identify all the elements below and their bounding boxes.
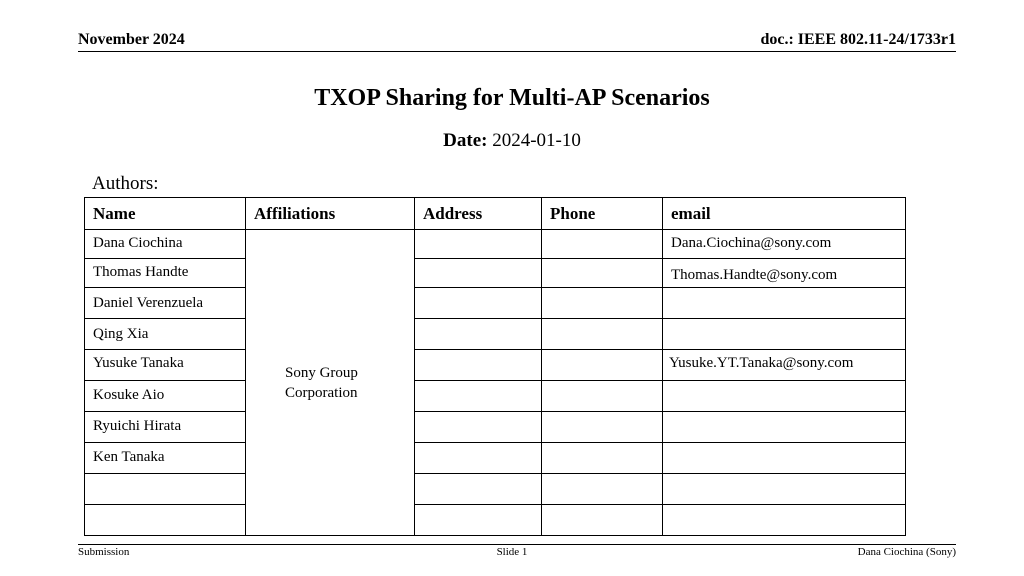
author-address xyxy=(415,259,542,288)
table-row xyxy=(85,474,906,505)
author-email xyxy=(663,505,906,536)
footer-submission: Submission xyxy=(78,546,130,558)
author-phone xyxy=(542,505,663,536)
author-phone xyxy=(542,350,663,381)
header-divider xyxy=(78,51,956,52)
author-email xyxy=(663,474,906,505)
author-address xyxy=(415,288,542,319)
author-address xyxy=(415,443,542,474)
column-header-name: Name xyxy=(85,198,246,230)
author-address xyxy=(415,230,542,259)
author-address xyxy=(415,412,542,443)
author-name: Daniel Verenzuela xyxy=(85,288,246,319)
author-phone xyxy=(542,474,663,505)
document-date xyxy=(0,130,1024,152)
author-name xyxy=(85,474,246,505)
table-row xyxy=(85,505,906,536)
author-name: Kosuke Aio xyxy=(85,381,246,412)
author-email: Dana.Ciochina@sony.com xyxy=(663,230,906,259)
author-address xyxy=(415,505,542,536)
author-phone xyxy=(542,412,663,443)
column-header-email: email xyxy=(663,198,906,230)
author-name xyxy=(85,505,246,536)
column-header-affiliations: Affiliations xyxy=(246,198,415,230)
authors-table xyxy=(84,197,906,536)
author-name: Ryuichi Hirata xyxy=(85,412,246,443)
footer-author: Dana Ciochina (Sony) xyxy=(857,546,956,558)
header-doc-number: doc.: IEEE 802.11-24/1733r1 xyxy=(760,31,956,48)
table-row xyxy=(85,288,906,319)
author-phone xyxy=(542,443,663,474)
author-affiliation xyxy=(246,230,415,536)
author-name: Dana Ciochina xyxy=(85,230,246,259)
affiliation-text: Sony Group Corporation xyxy=(285,364,358,401)
table-row xyxy=(85,381,906,412)
header-date: November 2024 xyxy=(78,31,185,48)
author-email xyxy=(663,288,906,319)
author-address xyxy=(415,381,542,412)
author-phone xyxy=(542,288,663,319)
author-address xyxy=(415,474,542,505)
author-email: Yusuke.YT.Tanaka@sony.com xyxy=(663,350,906,381)
table-row xyxy=(85,259,906,288)
author-phone xyxy=(542,319,663,350)
table-row xyxy=(85,443,906,474)
table-row xyxy=(85,319,906,350)
authors-label: Authors: xyxy=(92,173,159,194)
column-header-address: Address xyxy=(415,198,542,230)
page-title: TXOP Sharing for Multi-AP Scenarios xyxy=(314,85,710,111)
table-row xyxy=(85,412,906,443)
table-row xyxy=(85,230,906,259)
author-email xyxy=(663,412,906,443)
author-name: Qing Xia xyxy=(85,319,246,350)
author-email xyxy=(663,381,906,412)
table-header-row xyxy=(85,198,906,230)
footer-divider xyxy=(78,544,956,545)
column-header-phone: Phone xyxy=(542,198,663,230)
author-phone xyxy=(542,230,663,259)
author-address xyxy=(415,350,542,381)
author-email: Thomas.Handte@sony.com xyxy=(663,259,906,288)
author-name: Ken Tanaka xyxy=(85,443,246,474)
table-row xyxy=(85,350,906,381)
author-email xyxy=(663,443,906,474)
date-value: 2024-01-10 xyxy=(492,130,581,151)
author-phone xyxy=(542,259,663,288)
author-name: Yusuke Tanaka xyxy=(85,350,246,381)
author-email xyxy=(663,319,906,350)
author-address xyxy=(415,319,542,350)
author-name: Thomas Handte xyxy=(85,259,246,288)
footer-slide-number: Slide 1 xyxy=(496,546,528,558)
author-phone xyxy=(542,381,663,412)
date-label: Date: xyxy=(443,130,488,151)
